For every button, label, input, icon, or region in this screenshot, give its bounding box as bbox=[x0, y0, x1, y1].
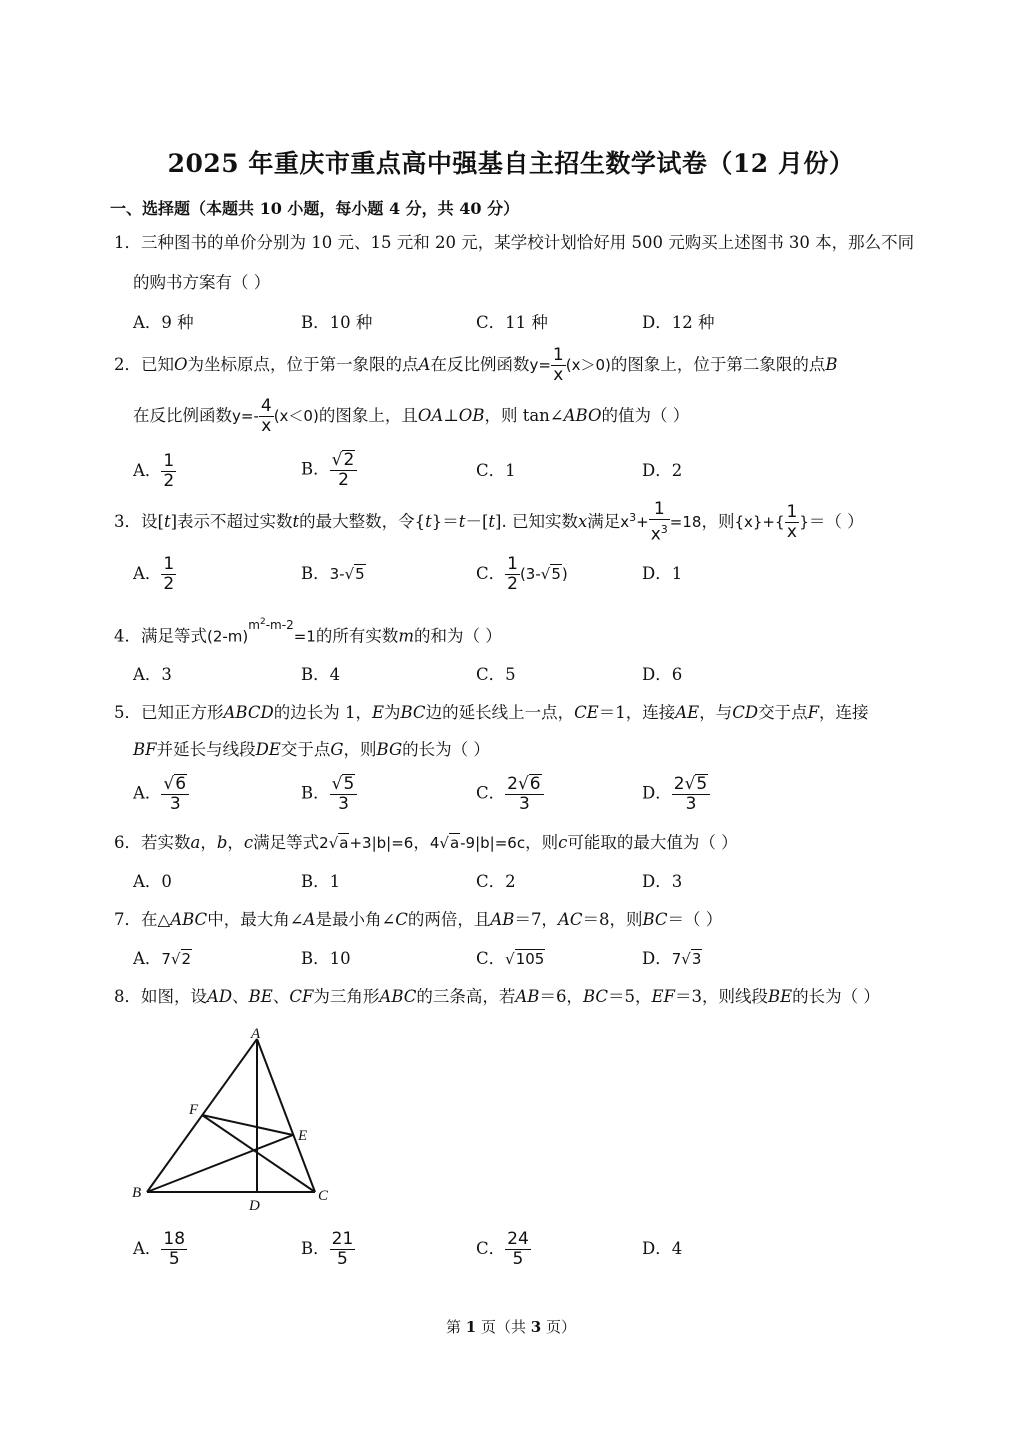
q6-option-a: A．0 bbox=[133, 872, 172, 891]
q8-line1: 8．如图，设AD、BE、CF为三角形ABC的三条高，若AB＝6，BC＝5，EF＝3，则线段BE的长为（ ） bbox=[114, 987, 880, 1006]
q2-fraction-1: $\frac{1}{x}$ bbox=[552, 345, 564, 385]
q1-option-c: C．11 种 bbox=[476, 313, 548, 332]
q7-option-b: B．10 bbox=[301, 949, 351, 968]
label-a: A bbox=[251, 1026, 261, 1042]
q2-line2: 在反比例函数y=- $\frac{4}{x}$ (x＜0)的图象上，且OA⊥OB，则 tan∠ABO的值为（ ） bbox=[133, 396, 690, 436]
q2-option-d: D．2 bbox=[642, 461, 683, 480]
q3-line1: 3．设[t]表示不超过实数t的最大整数，令{t}＝t－[t]. 已知实数x满足$x^3+$ $\frac{1}{x^3}$ =18，则{x}+{ $\frac{1}{x}$ }＝（ ） bbox=[114, 499, 864, 545]
q7-option-a: A．7√2 bbox=[133, 949, 192, 968]
q5-line2: BF并延长与线段DE交于点G，则BG的长为（ ） bbox=[133, 740, 490, 759]
q1-option-a: A．9 种 bbox=[133, 313, 194, 332]
q2-option-c: C．1 bbox=[476, 461, 516, 480]
q4-option-b: B．4 bbox=[301, 665, 341, 684]
q2-line1: 2．已知O为坐标原点，位于第一象限的点A在反比例函数y= $\frac{1}{x}$ (x＞0)的图象上，位于第二象限的点B bbox=[114, 345, 838, 385]
q6-option-d: D．3 bbox=[642, 872, 683, 891]
page-footer: 第 1 页（共 3 页） bbox=[446, 1318, 576, 1336]
q1-option-b: B．10 种 bbox=[301, 313, 373, 332]
q1-line1: 1．三种图书的单价分别为 10 元、15 元和 20 元，某学校计划恰好用 500 元购买上述图书 30 本，那么不同 bbox=[114, 233, 915, 252]
q7-option-d: D．7√3 bbox=[642, 949, 702, 968]
q1-line2: 的购书方案有（ ） bbox=[133, 273, 271, 292]
label-d: D bbox=[249, 1198, 260, 1214]
q3-option-b: B．3-√5 bbox=[301, 564, 365, 583]
q4-option-d: D．6 bbox=[642, 665, 683, 684]
label-e: E bbox=[298, 1128, 308, 1144]
side-ac bbox=[257, 1039, 315, 1192]
q6-option-b: B．1 bbox=[301, 872, 341, 891]
q3-option-d: D．1 bbox=[642, 564, 683, 583]
section-heading: 一、选择题（本题共 10 小题，每小题 4 分，共 40 分） bbox=[110, 199, 520, 218]
q6-line1: 6．若实数a，b，c满足等式2√a+3|b|=6，4√a-9|b|=6c，则c可能取的最大值为（ ） bbox=[114, 833, 738, 852]
label-b: B bbox=[132, 1185, 142, 1201]
q2-option-a: A． $\frac{1}{2}$ bbox=[133, 451, 175, 491]
label-c: C bbox=[318, 1188, 329, 1204]
paper-title: 2025 年重庆市重点高中强基自主招生数学试卷（12 月份） bbox=[167, 149, 855, 178]
q4-option-c: C．5 bbox=[476, 665, 516, 684]
label-f: F bbox=[189, 1102, 199, 1118]
q7-line1: 7．在△ABC中，最大角∠A是最小角∠C的两倍，且AB＝7，AC＝8，则BC＝（ ） bbox=[114, 910, 723, 929]
triangle-altitudes-figure bbox=[128, 1025, 338, 1215]
q8-option-c: C． $\frac{24}{5}$ bbox=[476, 1229, 529, 1269]
q1-option-d: D．12 种 bbox=[642, 313, 715, 332]
q3-option-a: A． $\frac{1}{2}$ bbox=[133, 554, 175, 594]
q5-line1: 5．已知正方形ABCD的边长为 1，E为BC边的延长线上一点，CE＝1，连接AE，与CD交于点F，连接 bbox=[114, 703, 869, 722]
q5-option-a: A． $\frac{√6}{3}$ bbox=[133, 774, 189, 814]
q8-option-a: A． $\frac{18}{5}$ bbox=[133, 1229, 186, 1269]
q4-line1: 4．满足等式$(2-m)^{m^2-m-2}=1$的所有实数m的和为（ ） bbox=[114, 617, 502, 646]
q4-option-a: A．3 bbox=[133, 665, 172, 684]
q3-option-c: C． $\frac{1}{2}$ (3-√5) bbox=[476, 554, 568, 594]
q5-option-c: C． $\frac{2√6}{3}$ bbox=[476, 774, 544, 814]
q5-option-b: B． $\frac{√5}{3}$ bbox=[301, 774, 357, 814]
q2-option-b: B． $\frac{√2}{2}$ bbox=[301, 450, 357, 490]
altitude-be bbox=[147, 1135, 293, 1192]
q2-fraction-2: $\frac{4}{x}$ bbox=[260, 396, 272, 436]
q5-option-d: D． $\frac{2√5}{3}$ bbox=[642, 774, 710, 814]
q6-option-c: C．2 bbox=[476, 872, 516, 891]
q8-option-b: B． $\frac{21}{5}$ bbox=[301, 1229, 354, 1269]
q7-option-c: C．√105 bbox=[476, 949, 545, 968]
q8-option-d: D．4 bbox=[642, 1239, 683, 1258]
